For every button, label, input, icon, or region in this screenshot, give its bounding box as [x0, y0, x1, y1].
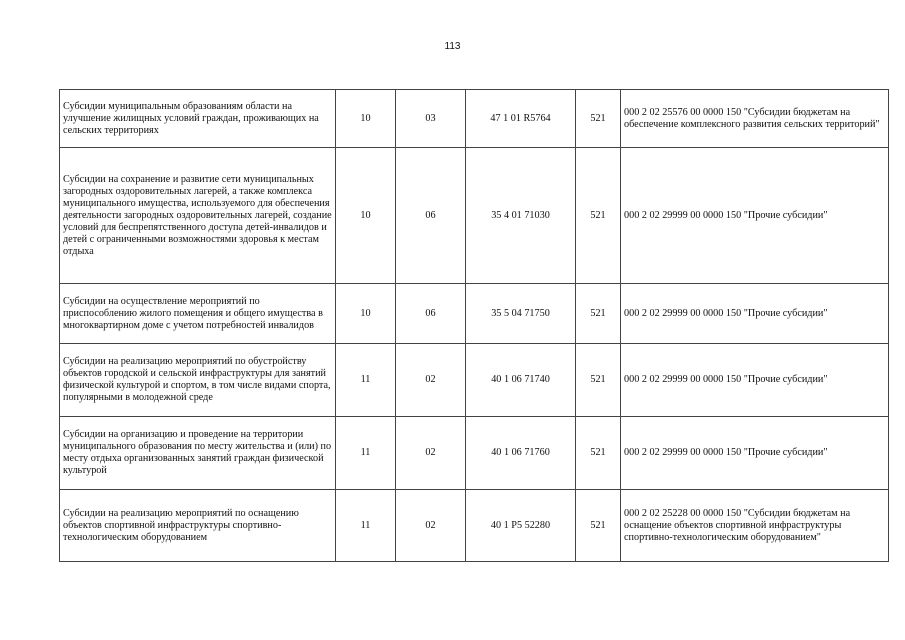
subsidy-name: Субсидии на реализацию мероприятий по оснащению объектов спортивной инфраструктуры спортивно-технологическим оборудованием [60, 490, 336, 562]
subsidy-name: Субсидии на организацию и проведение на территории муниципального образования по месту жительства и (или) по месту отдыха организованных занятий граждан физической культурой [60, 417, 336, 490]
expense-type-code: 521 [576, 284, 621, 344]
revenue-classification-code: 000 2 02 29999 00 0000 150 "Прочие субсидии" [621, 344, 889, 417]
subsidy-name: Субсидии на сохранение и развитие сети муниципальных загородных оздоровительных лагерей, а также комплекса муниципального имущества, используемого для обеспечения деятельности загородных оздоровительных лагерей, создание условий для беспрепятственного доступа детей-инвалидов и детей с ограниченными возможностями здоровья к местам отдыха [60, 148, 336, 284]
section-code: 11 [336, 490, 396, 562]
subsection-code: 02 [396, 490, 466, 562]
page-number: 113 [444, 41, 461, 52]
subsidy-name: Субсидии муниципальным образованиям области на улучшение жилищных условий граждан, проживающих на сельских территориях [60, 90, 336, 148]
subsection-code: 02 [396, 344, 466, 417]
expense-type-code: 521 [576, 148, 621, 284]
table-row [60, 490, 889, 562]
subsection-code: 06 [396, 284, 466, 344]
subsidies-table [59, 89, 889, 562]
revenue-classification-code: 000 2 02 25576 00 0000 150 "Субсидии бюджетам на обеспечение комплексного развития сельских территорий" [621, 90, 889, 148]
target-article-code: 40 1 06 71740 [466, 344, 576, 417]
expense-type-code: 521 [576, 90, 621, 148]
revenue-classification-code: 000 2 02 29999 00 0000 150 "Прочие субсидии" [621, 284, 889, 344]
target-article-code: 40 1 P5 52280 [466, 490, 576, 562]
table-row [60, 417, 889, 490]
target-article-code: 35 4 01 71030 [466, 148, 576, 284]
subsection-code: 03 [396, 90, 466, 148]
expense-type-code: 521 [576, 344, 621, 417]
table-row [60, 284, 889, 344]
target-article-code: 47 1 01 R5764 [466, 90, 576, 148]
revenue-classification-code: 000 2 02 29999 00 0000 150 "Прочие субсидии" [621, 417, 889, 490]
expense-type-code: 521 [576, 417, 621, 490]
expense-type-code: 521 [576, 490, 621, 562]
revenue-classification-code: 000 2 02 29999 00 0000 150 "Прочие субсидии" [621, 148, 889, 284]
revenue-classification-code: 000 2 02 25228 00 0000 150 "Субсидии бюджетам на оснащение объектов спортивной инфраструктуры спортивно-технологическим оборудованием" [621, 490, 889, 562]
section-code: 10 [336, 284, 396, 344]
section-code: 11 [336, 417, 396, 490]
table-row [60, 90, 889, 148]
subsection-code: 02 [396, 417, 466, 490]
table-row [60, 148, 889, 284]
target-article-code: 35 5 04 71750 [466, 284, 576, 344]
section-code: 11 [336, 344, 396, 417]
target-article-code: 40 1 06 71760 [466, 417, 576, 490]
section-code: 10 [336, 148, 396, 284]
section-code: 10 [336, 90, 396, 148]
subsection-code: 06 [396, 148, 466, 284]
subsidy-name: Субсидии на осуществление мероприятий по приспособлению жилого помещения и общего имущества в многоквартирном доме с учетом потребностей инвалидов [60, 284, 336, 344]
table-row [60, 344, 889, 417]
subsidy-name: Субсидии на реализацию мероприятий по обустройству объектов городской и сельской инфраструктуры для занятий физической культурой и спортом, в том числе видами спорта, популярными в молодежной среде [60, 344, 336, 417]
